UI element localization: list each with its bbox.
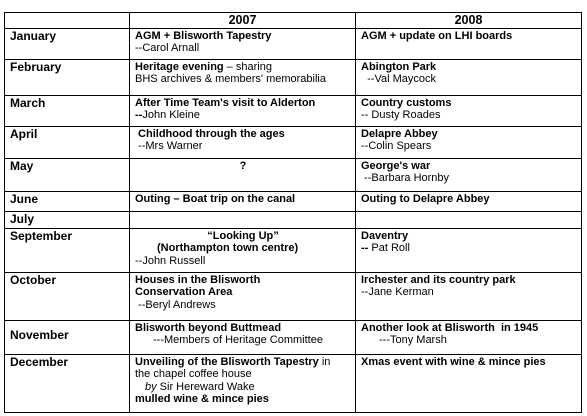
event-title: Abington Park xyxy=(361,60,437,73)
cell-2008 xyxy=(356,126,582,158)
cell-2007 xyxy=(130,126,356,158)
event-title: AGM + Blisworth Tapestry xyxy=(135,29,272,42)
table-row xyxy=(5,211,582,228)
month-cell: January xyxy=(5,28,130,59)
speaker-prefix: -- xyxy=(361,242,372,254)
header-blank xyxy=(5,13,130,29)
month-cell: September xyxy=(5,228,130,272)
month-cell: November xyxy=(5,320,130,354)
cell-2007 xyxy=(130,28,356,59)
event-speaker: --Val Maycock xyxy=(361,73,436,85)
table-row xyxy=(5,354,582,412)
event-venue: the chapel coffee house xyxy=(135,368,252,380)
programme-table xyxy=(4,12,582,413)
cell-2007 xyxy=(130,228,356,272)
event-speaker: --Barbara Hornby xyxy=(361,172,450,184)
cell-2008 xyxy=(356,320,582,354)
month-cell: July xyxy=(5,211,130,228)
cell-2007 xyxy=(130,354,356,412)
by-label: by xyxy=(145,380,157,393)
event-title: Unveiling of the Blisworth Tapestry xyxy=(135,355,319,368)
cell-2007 xyxy=(130,191,356,211)
event-speaker: --John Russell xyxy=(135,254,206,267)
cell-2007 xyxy=(130,158,356,191)
event-subtitle: (Northampton town centre) xyxy=(157,242,299,254)
event-speaker: John Kleine xyxy=(142,109,200,121)
month-cell: October xyxy=(5,272,130,320)
table-row xyxy=(5,320,582,354)
event-title-line2: Conservation Area xyxy=(135,286,233,298)
table-row xyxy=(5,59,582,95)
event-title-tail: – sharing xyxy=(223,60,272,73)
cell-2007 xyxy=(130,95,356,126)
event-title: Xmas event with wine & mince pies xyxy=(361,355,546,368)
speaker-prefix: -- xyxy=(135,109,143,121)
month-cell: May xyxy=(5,158,130,191)
event-title: Blisworth beyond Buttmead xyxy=(135,321,282,334)
header-2007: 2007 xyxy=(130,13,356,29)
event-title: Delapre Abbey xyxy=(361,127,438,140)
event-title: Another look at Blisworth in 1945 xyxy=(361,321,539,334)
event-speaker: --Beryl Andrews xyxy=(135,298,216,311)
event-speaker: --Jane Kerman xyxy=(361,286,434,298)
table-row xyxy=(5,272,582,320)
event-speaker: Sir Hereward Wake xyxy=(156,380,255,393)
cell-2008 xyxy=(356,28,582,59)
cell-2008 xyxy=(356,158,582,191)
cell-2008 xyxy=(356,228,582,272)
cell-2008 xyxy=(356,191,582,211)
cell-2008 xyxy=(356,59,582,95)
cell-2007 xyxy=(130,211,356,228)
event-title: Outing to Delapre Abbey xyxy=(361,192,490,205)
header-row xyxy=(5,13,582,29)
event-speaker: --Carol Arnall xyxy=(135,42,200,54)
cell-2007 xyxy=(130,320,356,354)
event-speaker: ---Tony Marsh xyxy=(379,334,447,346)
event-title: Houses in the Blisworth xyxy=(135,273,261,286)
cell-2007 xyxy=(130,272,356,320)
table-row xyxy=(5,95,582,126)
event-title: Heritage evening xyxy=(135,60,224,73)
event-speaker: Pat Roll xyxy=(371,242,410,254)
cell-2008 xyxy=(356,95,582,126)
table-row xyxy=(5,126,582,158)
cell-2008 xyxy=(356,354,582,412)
event-title: George's war xyxy=(361,159,431,172)
event-title-tail: in xyxy=(318,355,331,368)
event-title: Irchester and its country park xyxy=(361,273,516,286)
event-title: Daventry xyxy=(361,229,409,242)
month-cell: April xyxy=(5,126,130,158)
header-2008: 2008 xyxy=(356,13,582,29)
event-title: ? xyxy=(239,159,247,172)
cell-2007 xyxy=(130,59,356,95)
table-row xyxy=(5,28,582,59)
event-title: “Looking Up” xyxy=(207,229,279,242)
cell-2008 xyxy=(356,272,582,320)
event-title: Childhood through the ages xyxy=(135,127,285,140)
table-row xyxy=(5,158,582,191)
event-speaker: --Mrs Warner xyxy=(135,140,203,152)
event-speaker: ---Members of Heritage Committee xyxy=(153,334,323,346)
event-speaker: -- Dusty Roades xyxy=(361,109,441,121)
month-cell: June xyxy=(5,191,130,211)
month-cell: March xyxy=(5,95,130,126)
month-cell: December xyxy=(5,354,130,412)
event-extra: mulled wine & mince pies xyxy=(135,393,269,405)
month-cell: February xyxy=(5,59,130,95)
event-speaker: --Colin Spears xyxy=(361,140,432,152)
event-title: Country customs xyxy=(361,96,452,109)
event-title: Outing – Boat trip on the canal xyxy=(135,192,296,205)
table-row xyxy=(5,228,582,272)
event-title: After Time Team's visit to Alderton xyxy=(135,96,316,109)
table-row xyxy=(5,191,582,211)
event-description: BHS archives & members' memorabilia xyxy=(135,73,326,85)
event-title: AGM + update on LHI boards xyxy=(361,29,513,42)
cell-2008 xyxy=(356,211,582,228)
